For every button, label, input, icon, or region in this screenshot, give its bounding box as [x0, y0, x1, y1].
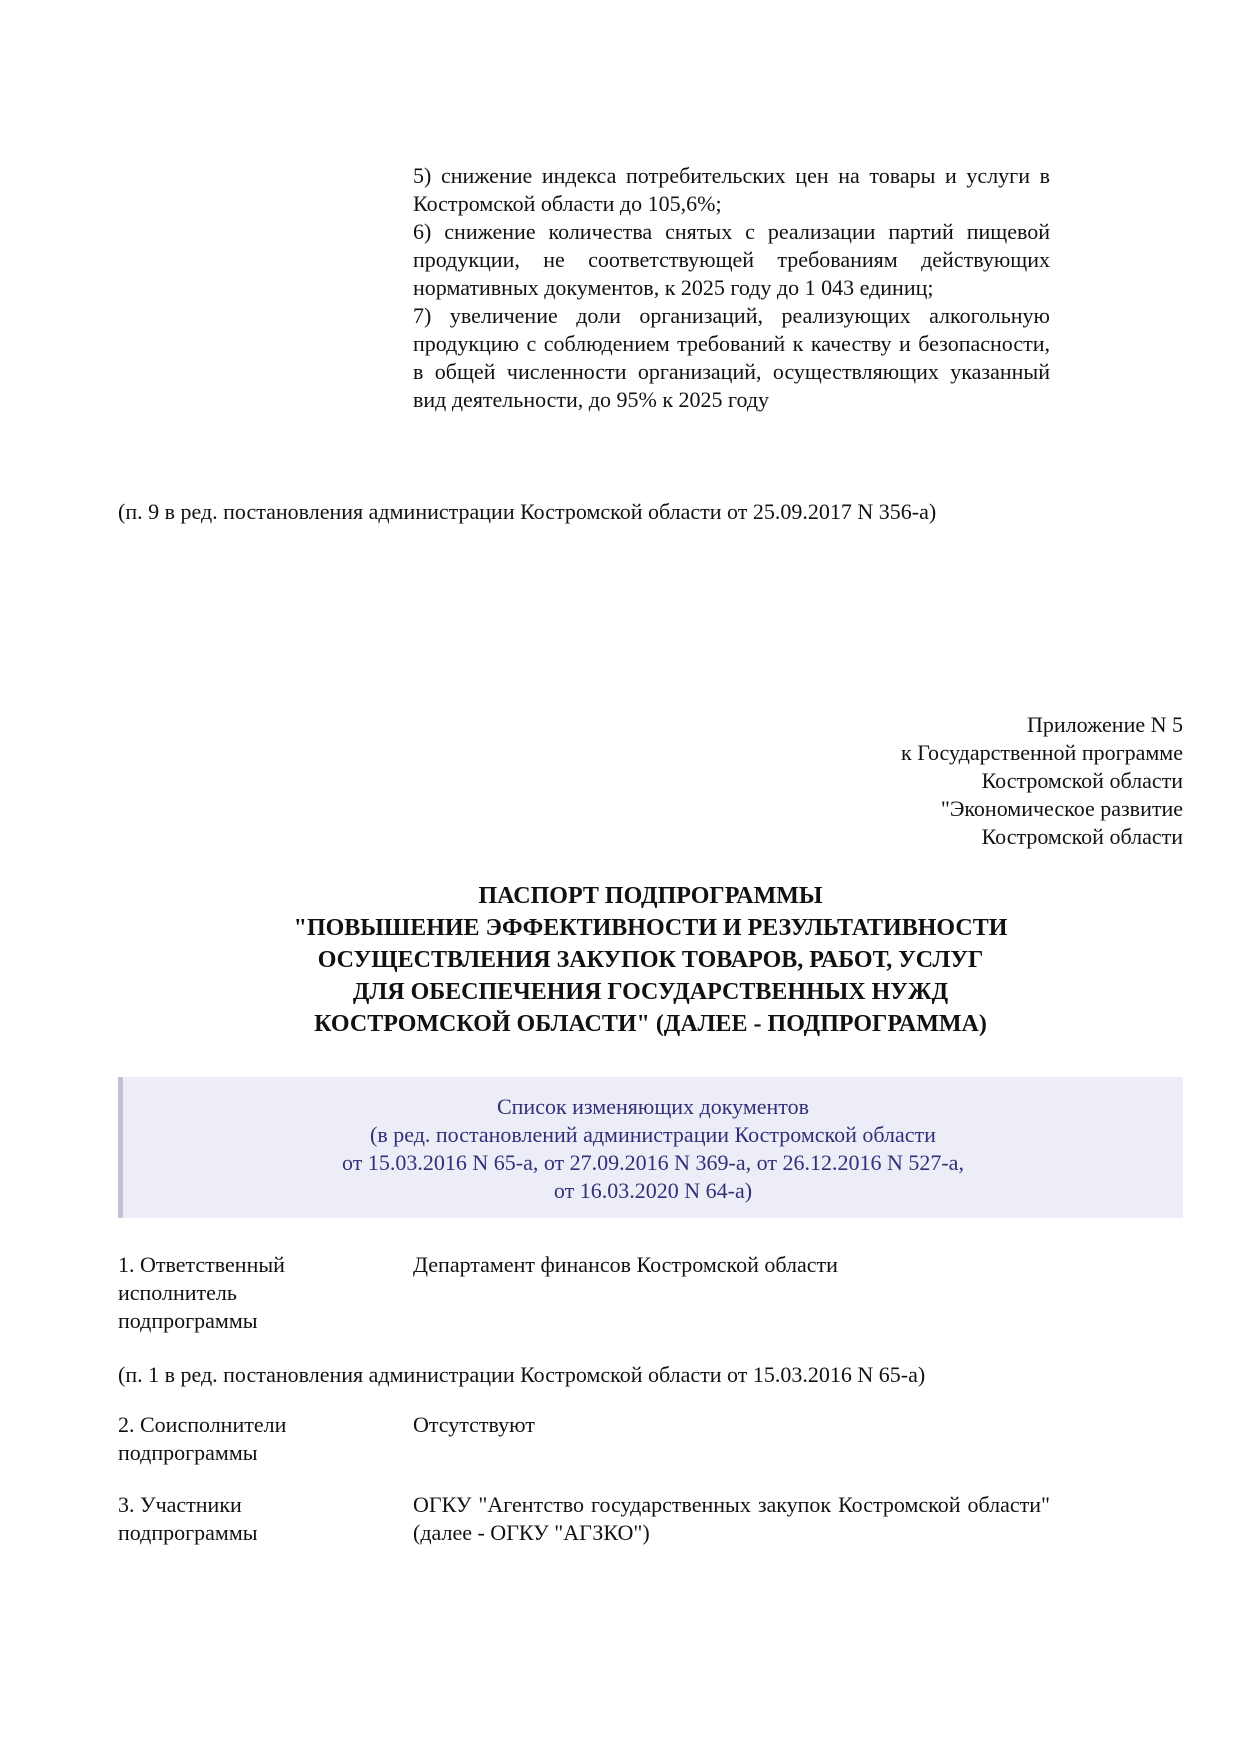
title-line: "ПОВЫШЕНИЕ ЭФФЕКТИВНОСТИ И РЕЗУЛЬТАТИВНОСТИ — [293, 915, 1008, 941]
title-line: КОСТРОМСКОЙ ОБЛАСТИ" (ДАЛЕЕ - ПОДПРОГРАММА) — [314, 1011, 987, 1037]
amendment-note-p9: (п. 9 в ред. постановления администрации Костромской области от 25.09.2017 N 356-а) — [118, 499, 937, 524]
list-item: 5) снижение индекса потребительских цен на товары и услуги в Костромской области до 105,6%; — [413, 163, 1050, 216]
row-label: 1. Ответственный исполнитель подпрограммы — [118, 1252, 285, 1333]
row-value: ОГКУ "Агентство государственных закупок Костромской области" (далее - ОГКУ "АГЗКО") — [413, 1492, 1050, 1545]
row-label: 2. Соисполнители подпрограммы — [118, 1412, 287, 1465]
appendix-line: к Государственной программе — [901, 740, 1183, 765]
row-value: Отсутствуют — [413, 1412, 535, 1437]
title-line: ДЛЯ ОБЕСПЕЧЕНИЯ ГОСУДАРСТВЕННЫХ НУЖД — [352, 979, 949, 1005]
changes-heading: Список изменяющих документов — [496, 1094, 809, 1119]
appendix-line: Костромской области — [981, 768, 1183, 793]
row-label: 3. Участники подпрограммы — [118, 1492, 258, 1545]
changes-line: (в ред. постановлений администрации Костромской области — [370, 1122, 936, 1147]
indicators-list — [413, 162, 1050, 414]
appendix-line: Приложение N 5 — [1027, 712, 1183, 737]
changes-line: от 16.03.2020 N 64-а) — [553, 1178, 753, 1203]
list-item: 7) увеличение доли организаций, реализующих алкогольную продукцию с соблюдением требований к качеству и безопасности, в общей численности организаций, осуществляющих указанный вид деятельности, до 95% к 2025 году — [413, 303, 1050, 412]
amendment-note-p1: (п. 1 в ред. постановления администрации Костромской области от 15.03.2016 N 65-а) — [118, 1362, 926, 1387]
title-line: ОСУЩЕСТВЛЕНИЯ ЗАКУПОК ТОВАРОВ, РАБОТ, УСЛУГ — [317, 947, 984, 973]
list-item: 6) снижение количества снятых с реализации партий пищевой продукции, не соответствующей требованиям действующих нормативных документов, к 2025 году до 1 043 единиц; — [413, 219, 1050, 300]
appendix-header — [901, 711, 1183, 851]
changes-line: от 15.03.2016 N 65-а, от 27.09.2016 N 369-а, от 26.12.2016 N 527-а, — [342, 1150, 964, 1175]
appendix-line: Костромской области — [981, 824, 1183, 849]
row-value: Департамент финансов Костромской области — [413, 1252, 838, 1277]
page-title — [118, 880, 1183, 1040]
title-line: ПАСПОРТ ПОДПРОГРАММЫ — [478, 883, 823, 909]
appendix-line: "Экономическое развитие — [940, 796, 1183, 821]
changing-documents-box — [118, 1077, 1183, 1218]
